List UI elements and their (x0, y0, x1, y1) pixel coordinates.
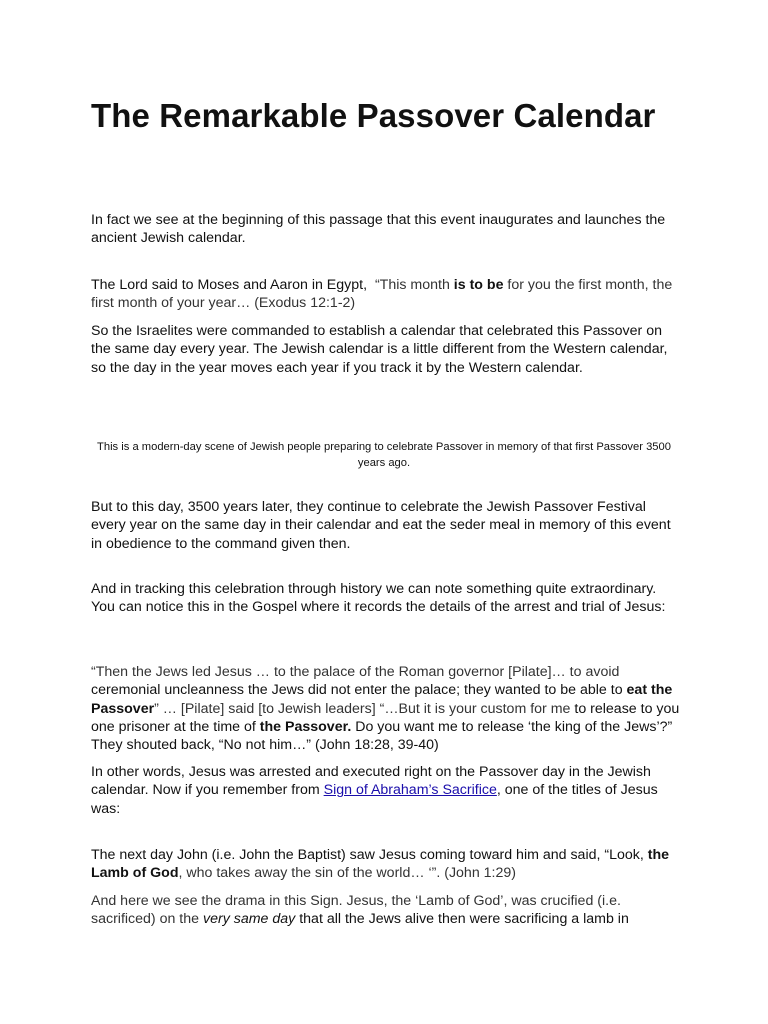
paragraph-continue: But to this day, 3500 years later, they continue to celebrate the Jewish Passover Festival every year on the same day in their calendar and eat the seder meal in memory of this event in obedience to the command given then. (91, 499, 671, 552)
emphasis-text: very same day (203, 911, 296, 928)
scripture-quote: , who takes away the sin of the world… ‘”. (John 1:29) (178, 865, 516, 882)
paragraph-john-quote (91, 663, 681, 754)
scripture-quote: “Then the Jews led Jesus … to the palace of the Roman governor [Pilate]… to avoid (91, 664, 620, 680)
paragraph-drama (91, 892, 681, 929)
scripture-quote: Do you want me to release ‘the king of the Jews’?” They shouted back, “No not him…” (John 18:28, 39-40) (91, 718, 673, 754)
sign-of-abraham-link[interactable]: Sign of Abraham’s Sacrifice (323, 782, 497, 799)
paragraph-calendar: So the Israelites were commanded to establish a calendar that celebrated this Passover on the same day every year. The Jewish calendar is a little different from the Western calendar, so the day in the year moves each year if you track it by the Western calendar. (91, 323, 668, 376)
scripture-quote: “This month (374, 277, 450, 293)
bold-text: the Passover. (259, 718, 352, 735)
scripture-quote: ” … [Pilate] said [to Jewish leaders] “…But it is your custom for me (154, 700, 571, 717)
bold-text: eat the Passover (91, 682, 673, 717)
paragraph-text: , one of the titles of Jesus was: (91, 782, 658, 817)
paragraph-text: that all the Jews alive then were sacrificing a lamb in (299, 911, 629, 928)
paragraph-text: And here we see the drama in this Sign. Jesus, the ‘Lamb of God’, was crucified (i.e. sacrificed) on the (91, 893, 621, 928)
paragraph-text: The next day John (i.e. John the Baptist) saw Jesus coming toward him and said, “Look, (91, 847, 644, 863)
scripture-quote: ceremonial uncleanness the Jews did not enter the palace; they wanted to be able to (91, 682, 623, 699)
paragraph-tracking: And in tracking this celebration through history we can note something quite extraordinary. You can notice this in the Gospel where it records the details of the arrest and trial of Jesus: (91, 581, 666, 616)
bold-text: is to be (453, 277, 504, 293)
paragraph-in-other-words (91, 763, 681, 818)
scripture-quote: to release to you one prisoner at the time of (91, 700, 680, 735)
paragraph-intro: In fact we see at the beginning of this passage that this event inaugurates and launches the ancient Jewish calendar. (91, 212, 666, 247)
scripture-quote: for you the first month, the first month of your year… (Exodus 12:1-2) (91, 277, 673, 312)
paragraph-exodus-quote (91, 276, 681, 313)
page-title: The Remarkable Passover Calendar (91, 97, 656, 134)
paragraph-text: The Lord said to Moses and Aaron in Egypt, (91, 277, 368, 293)
bold-text: the Lamb of God (91, 847, 670, 882)
paragraph-text: In other words, Jesus was arrested and executed right on the Passover day in the Jewish calendar. Now if you remember from (91, 764, 651, 799)
paragraph-lamb-of-god (91, 846, 681, 883)
image-caption: This is a modern-day scene of Jewish people preparing to celebrate Passover in memory of that first Passover 3500 years ago. (97, 441, 671, 469)
